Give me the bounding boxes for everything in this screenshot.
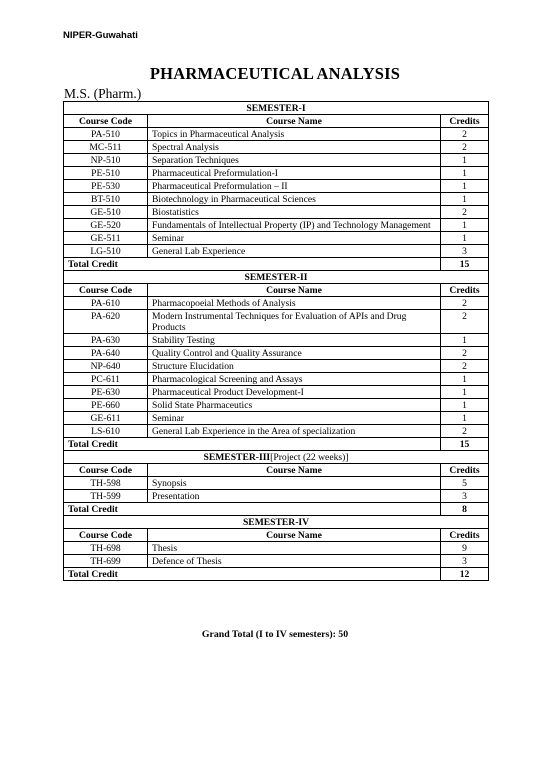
course-code: TH-598 (64, 477, 148, 490)
course-row (64, 141, 489, 154)
course-row (64, 245, 489, 258)
course-name: Defence of Thesis (148, 555, 441, 568)
semester-title (64, 516, 489, 529)
course-code: PE-660 (64, 399, 148, 412)
course-row (64, 386, 489, 399)
semester-title (64, 451, 489, 464)
course-credits: 2 (441, 310, 489, 334)
course-credits: 2 (441, 347, 489, 360)
course-code: LS-610 (64, 425, 148, 438)
course-name: Thesis (148, 542, 441, 555)
course-name: Synopsis (148, 477, 441, 490)
course-credits: 1 (441, 386, 489, 399)
column-header-credits: Credits (441, 464, 489, 477)
course-row (64, 373, 489, 386)
course-credits: 2 (441, 360, 489, 373)
course-name: Modern Instrumental Techniques for Evaluation of APIs and Drug Products (148, 310, 441, 334)
course-name: Topics in Pharmaceutical Analysis (148, 128, 441, 141)
course-credits: 2 (441, 206, 489, 219)
course-credits: 1 (441, 180, 489, 193)
column-header-row (64, 115, 489, 128)
course-name: General Lab Experience in the Area of specialization (148, 425, 441, 438)
total-credit-label: Total Credit (64, 438, 441, 451)
course-code: PA-610 (64, 297, 148, 310)
course-credits: 5 (441, 477, 489, 490)
course-row (64, 232, 489, 245)
column-header-row (64, 529, 489, 542)
course-row (64, 334, 489, 347)
course-credits: 2 (441, 141, 489, 154)
total-credit-row (64, 568, 489, 581)
course-row (64, 219, 489, 232)
course-credits: 1 (441, 193, 489, 206)
course-name: Pharmaceutical Preformulation-I (148, 167, 441, 180)
column-header-credits: Credits (441, 529, 489, 542)
grand-total: Grand Total (I to IV semesters): 50 (201, 629, 349, 640)
course-code: PA-640 (64, 347, 148, 360)
course-credits: 2 (441, 128, 489, 141)
semester-title-text: SEMESTER-III (203, 451, 271, 463)
course-row (64, 555, 489, 568)
course-name: Biostatistics (148, 206, 441, 219)
total-credit-value: 15 (441, 258, 489, 271)
course-name: Spectral Analysis (148, 141, 441, 154)
curriculum-table (63, 101, 489, 581)
course-row (64, 128, 489, 141)
page-title: PHARMACEUTICAL ANALYSIS (149, 64, 401, 83)
column-header-name: Course Name (148, 464, 441, 477)
course-name: Stability Testing (148, 334, 441, 347)
course-code: PA-620 (64, 310, 148, 334)
course-credits: 3 (441, 490, 489, 503)
course-credits: 1 (441, 373, 489, 386)
course-row (64, 347, 489, 360)
semester-title-text: SEMESTER-I (246, 102, 306, 114)
course-row (64, 167, 489, 180)
course-code: NP-510 (64, 154, 148, 167)
total-credit-value: 12 (441, 568, 489, 581)
course-name: Solid State Pharmaceutics (148, 399, 441, 412)
course-code: TH-699 (64, 555, 148, 568)
course-code: GE-520 (64, 219, 148, 232)
column-header-credits: Credits (441, 115, 489, 128)
semester-header-row (64, 516, 489, 529)
course-name: Structure Elucidation (148, 360, 441, 373)
course-code: GE-511 (64, 232, 148, 245)
semester-header-row (64, 451, 489, 464)
course-code: PA-630 (64, 334, 148, 347)
course-code: NP-640 (64, 360, 148, 373)
course-name: Pharmaceutical Product Development-I (148, 386, 441, 399)
column-header-code: Course Code (64, 529, 148, 542)
course-row (64, 477, 489, 490)
course-credits: 1 (441, 232, 489, 245)
course-row (64, 425, 489, 438)
total-credit-value: 8 (441, 503, 489, 516)
course-code: PC-611 (64, 373, 148, 386)
course-row (64, 206, 489, 219)
total-credit-label: Total Credit (64, 258, 441, 271)
course-row (64, 542, 489, 555)
semester-title-text: SEMESTER-II (244, 271, 308, 283)
course-credits: 3 (441, 555, 489, 568)
semester-title-text: SEMESTER-IV (242, 516, 310, 528)
total-credit-row (64, 503, 489, 516)
institute-header: NIPER-Guwahati (63, 30, 138, 41)
semester-title (64, 271, 489, 284)
column-header-name: Course Name (148, 529, 441, 542)
course-row (64, 412, 489, 425)
column-header-credits: Credits (441, 284, 489, 297)
course-name: Separation Techniques (148, 154, 441, 167)
column-header-code: Course Code (64, 464, 148, 477)
course-name: Pharmacopoeial Methods of Analysis (148, 297, 441, 310)
course-row (64, 154, 489, 167)
total-credit-label: Total Credit (64, 503, 441, 516)
course-name: Presentation (148, 490, 441, 503)
course-name: Fundamentals of Intellectual Property (IP) and Technology Management (148, 219, 441, 232)
column-header-row (64, 284, 489, 297)
column-header-code: Course Code (64, 284, 148, 297)
course-credits: 2 (441, 425, 489, 438)
semester-title-suffix: [Project (22 weeks)] (270, 451, 349, 463)
semester-header-row (64, 271, 489, 284)
course-credits: 1 (441, 399, 489, 412)
course-row (64, 360, 489, 373)
course-credits: 9 (441, 542, 489, 555)
column-header-row (64, 464, 489, 477)
course-row (64, 310, 489, 334)
course-name: General Lab Experience (148, 245, 441, 258)
column-header-name: Course Name (148, 284, 441, 297)
course-code: PE-630 (64, 386, 148, 399)
course-name: Pharmacological Screening and Assays (148, 373, 441, 386)
program-subtitle: M.S. (Pharm.) (64, 86, 142, 101)
course-name: Seminar (148, 232, 441, 245)
course-row (64, 193, 489, 206)
course-code: PE-530 (64, 180, 148, 193)
course-code: GE-611 (64, 412, 148, 425)
course-code: PE-510 (64, 167, 148, 180)
course-credits: 2 (441, 297, 489, 310)
course-credits: 1 (441, 219, 489, 232)
course-name: Quality Control and Quality Assurance (148, 347, 441, 360)
column-header-name: Course Name (148, 115, 441, 128)
course-code: BT-510 (64, 193, 148, 206)
course-credits: 1 (441, 167, 489, 180)
course-code: MC-511 (64, 141, 148, 154)
course-credits: 1 (441, 334, 489, 347)
total-credit-row (64, 258, 489, 271)
course-row (64, 297, 489, 310)
total-credit-row (64, 438, 489, 451)
course-credits: 1 (441, 412, 489, 425)
course-name: Seminar (148, 412, 441, 425)
course-name: Biotechnology in Pharmaceutical Sciences (148, 193, 441, 206)
course-row (64, 490, 489, 503)
semester-header-row (64, 102, 489, 115)
total-credit-label: Total Credit (64, 568, 441, 581)
course-credits: 1 (441, 154, 489, 167)
course-code: GE-510 (64, 206, 148, 219)
course-code: TH-698 (64, 542, 148, 555)
course-code: TH-599 (64, 490, 148, 503)
course-credits: 3 (441, 245, 489, 258)
course-row (64, 399, 489, 412)
course-row (64, 180, 489, 193)
total-credit-value: 15 (441, 438, 489, 451)
column-header-code: Course Code (64, 115, 148, 128)
course-name: Pharmaceutical Preformulation – II (148, 180, 441, 193)
course-code: PA-510 (64, 128, 148, 141)
course-code: LG-510 (64, 245, 148, 258)
semester-title (64, 102, 489, 115)
